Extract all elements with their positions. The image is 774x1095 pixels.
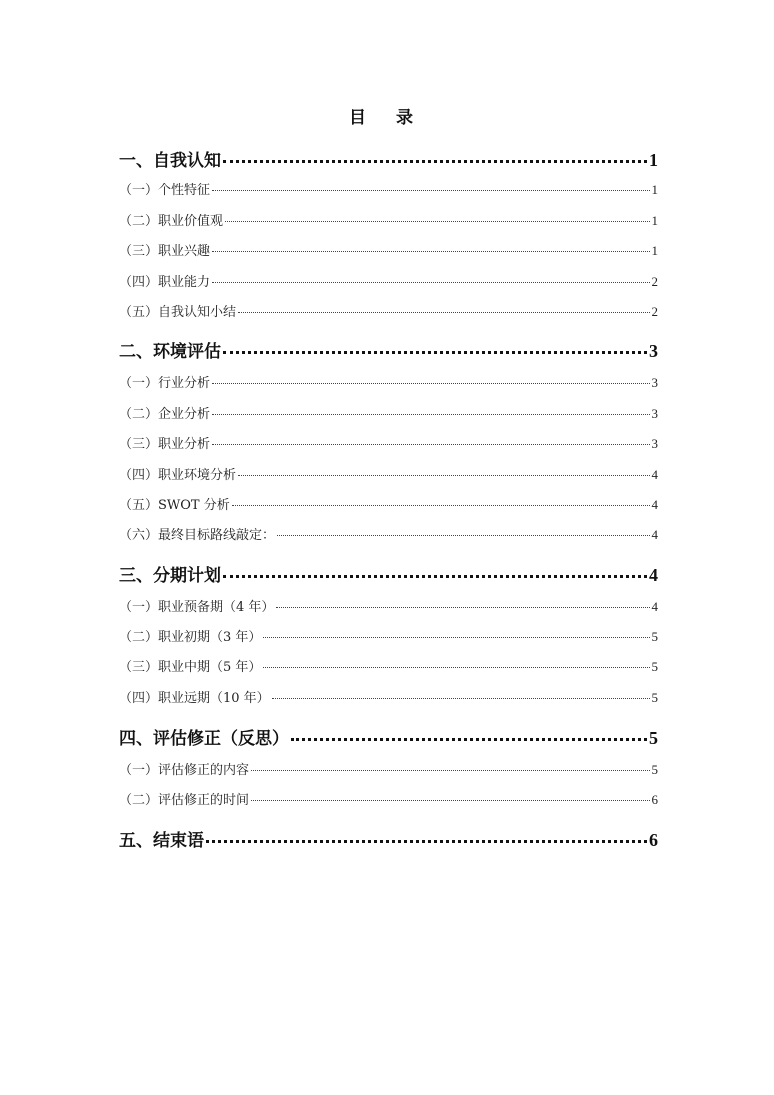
toc-page-number: 3 bbox=[651, 375, 658, 390]
toc-chapter-entry[interactable] bbox=[119, 724, 658, 749]
toc-entry-label: （六）最终目标路线敲定： bbox=[119, 528, 276, 543]
dot-leader bbox=[212, 444, 649, 445]
toc-section-entry[interactable] bbox=[119, 403, 658, 422]
toc-page-number: 4 bbox=[651, 599, 658, 614]
dot-leader bbox=[232, 505, 650, 506]
toc-section-entry[interactable] bbox=[119, 626, 658, 645]
toc-page-number: 4 bbox=[651, 497, 658, 512]
toc-entry-label: 一、自我认知 bbox=[119, 151, 221, 171]
toc-page-number: 4 bbox=[651, 527, 658, 542]
toc-page-number: 4 bbox=[649, 565, 658, 585]
toc-page-number: 3 bbox=[651, 406, 658, 421]
toc-entry-label: （四）职业能力 bbox=[119, 275, 211, 290]
toc-section-entry[interactable] bbox=[119, 301, 658, 320]
toc-section-entry[interactable] bbox=[119, 433, 658, 452]
toc-section-entry[interactable] bbox=[119, 271, 658, 290]
page-title: 目 录 bbox=[349, 108, 425, 128]
toc-section-entry[interactable] bbox=[119, 687, 658, 706]
toc-entry-label: （一）个性特征 bbox=[119, 183, 211, 198]
dot-leader bbox=[291, 738, 647, 741]
toc-section-entry[interactable] bbox=[119, 240, 658, 259]
toc-section-entry[interactable] bbox=[119, 759, 658, 778]
toc-entry-label: （一）行业分析 bbox=[119, 376, 211, 391]
toc-chapter-entry[interactable] bbox=[119, 561, 658, 586]
toc-page-number: 2 bbox=[651, 274, 658, 289]
toc-page-number: 1 bbox=[649, 150, 658, 170]
dot-leader bbox=[263, 667, 649, 668]
toc-page-number: 6 bbox=[651, 792, 658, 807]
toc-entry-label: （二）企业分析 bbox=[119, 407, 211, 422]
toc-page-number: 5 bbox=[651, 629, 658, 644]
toc-entry-label: （一）职业预备期（4 年） bbox=[119, 600, 275, 615]
toc-chapter-entry[interactable] bbox=[119, 826, 658, 851]
dot-leader bbox=[212, 383, 649, 384]
toc-entry-label: 三、分期计划 bbox=[119, 566, 221, 586]
toc-section-entry[interactable] bbox=[119, 179, 658, 198]
toc-page-number: 1 bbox=[651, 182, 658, 197]
dot-leader bbox=[206, 840, 647, 843]
toc-section-entry[interactable] bbox=[119, 524, 658, 543]
toc-entry-label: （二）评估修正的时间 bbox=[119, 793, 250, 808]
toc-section-entry[interactable] bbox=[119, 494, 658, 513]
dot-leader bbox=[263, 637, 649, 638]
toc-entry-label: 五、结束语 bbox=[119, 831, 204, 851]
toc-page-number: 5 bbox=[651, 659, 658, 674]
toc-page-number: 5 bbox=[651, 762, 658, 777]
toc-section-entry[interactable] bbox=[119, 656, 658, 675]
toc-section-entry[interactable] bbox=[119, 464, 658, 483]
toc-entry-label: 四、评估修正（反思） bbox=[119, 729, 289, 749]
toc-page-number: 4 bbox=[651, 467, 658, 482]
toc-entry-label: （三）职业中期（5 年） bbox=[119, 660, 262, 675]
toc-page-number: 3 bbox=[649, 341, 658, 361]
toc-section-entry[interactable] bbox=[119, 596, 658, 615]
toc-entry-label: （三）职业兴趣 bbox=[119, 244, 211, 259]
dot-leader bbox=[212, 414, 649, 415]
dot-leader bbox=[223, 351, 647, 354]
toc-section-entry[interactable] bbox=[119, 210, 658, 229]
dot-leader bbox=[238, 312, 649, 313]
dot-leader bbox=[223, 160, 647, 163]
dot-leader bbox=[251, 770, 649, 771]
toc-page-number: 5 bbox=[651, 690, 658, 705]
toc-page-number: 3 bbox=[651, 436, 658, 451]
toc-page-number: 2 bbox=[651, 304, 658, 319]
toc-page-number: 5 bbox=[649, 728, 658, 748]
dot-leader bbox=[251, 800, 649, 801]
dot-leader bbox=[276, 607, 649, 608]
toc-entry-label: （五）SWOT 分析 bbox=[119, 498, 230, 513]
toc-entry-label: （二）职业价值观 bbox=[119, 214, 224, 229]
toc-page-number: 6 bbox=[649, 830, 658, 850]
dot-leader bbox=[238, 475, 649, 476]
toc-entry-label: 二、环境评估 bbox=[119, 342, 221, 362]
dot-leader bbox=[212, 190, 649, 191]
toc-entry-label: （二）职业初期（3 年） bbox=[119, 630, 262, 645]
toc-page-number: 1 bbox=[651, 213, 658, 228]
toc-entry-label: （三）职业分析 bbox=[119, 437, 211, 452]
toc-entry-label: （四）职业远期（10 年） bbox=[119, 691, 270, 706]
toc-entry-label: （一）评估修正的内容 bbox=[119, 763, 250, 778]
toc-chapter-entry[interactable] bbox=[119, 146, 658, 171]
dot-leader bbox=[212, 282, 649, 283]
dot-leader bbox=[277, 535, 649, 536]
toc-section-entry[interactable] bbox=[119, 372, 658, 391]
toc-entry-label: （五）自我认知小结 bbox=[119, 305, 237, 320]
dot-leader bbox=[223, 575, 647, 578]
toc-chapter-entry[interactable] bbox=[119, 337, 658, 362]
toc-entry-label: （四）职业环境分析 bbox=[119, 468, 237, 483]
dot-leader bbox=[272, 698, 650, 699]
dot-leader bbox=[212, 251, 649, 252]
toc-page-number: 1 bbox=[651, 243, 658, 258]
dot-leader bbox=[225, 221, 649, 222]
toc-section-entry[interactable] bbox=[119, 789, 658, 808]
